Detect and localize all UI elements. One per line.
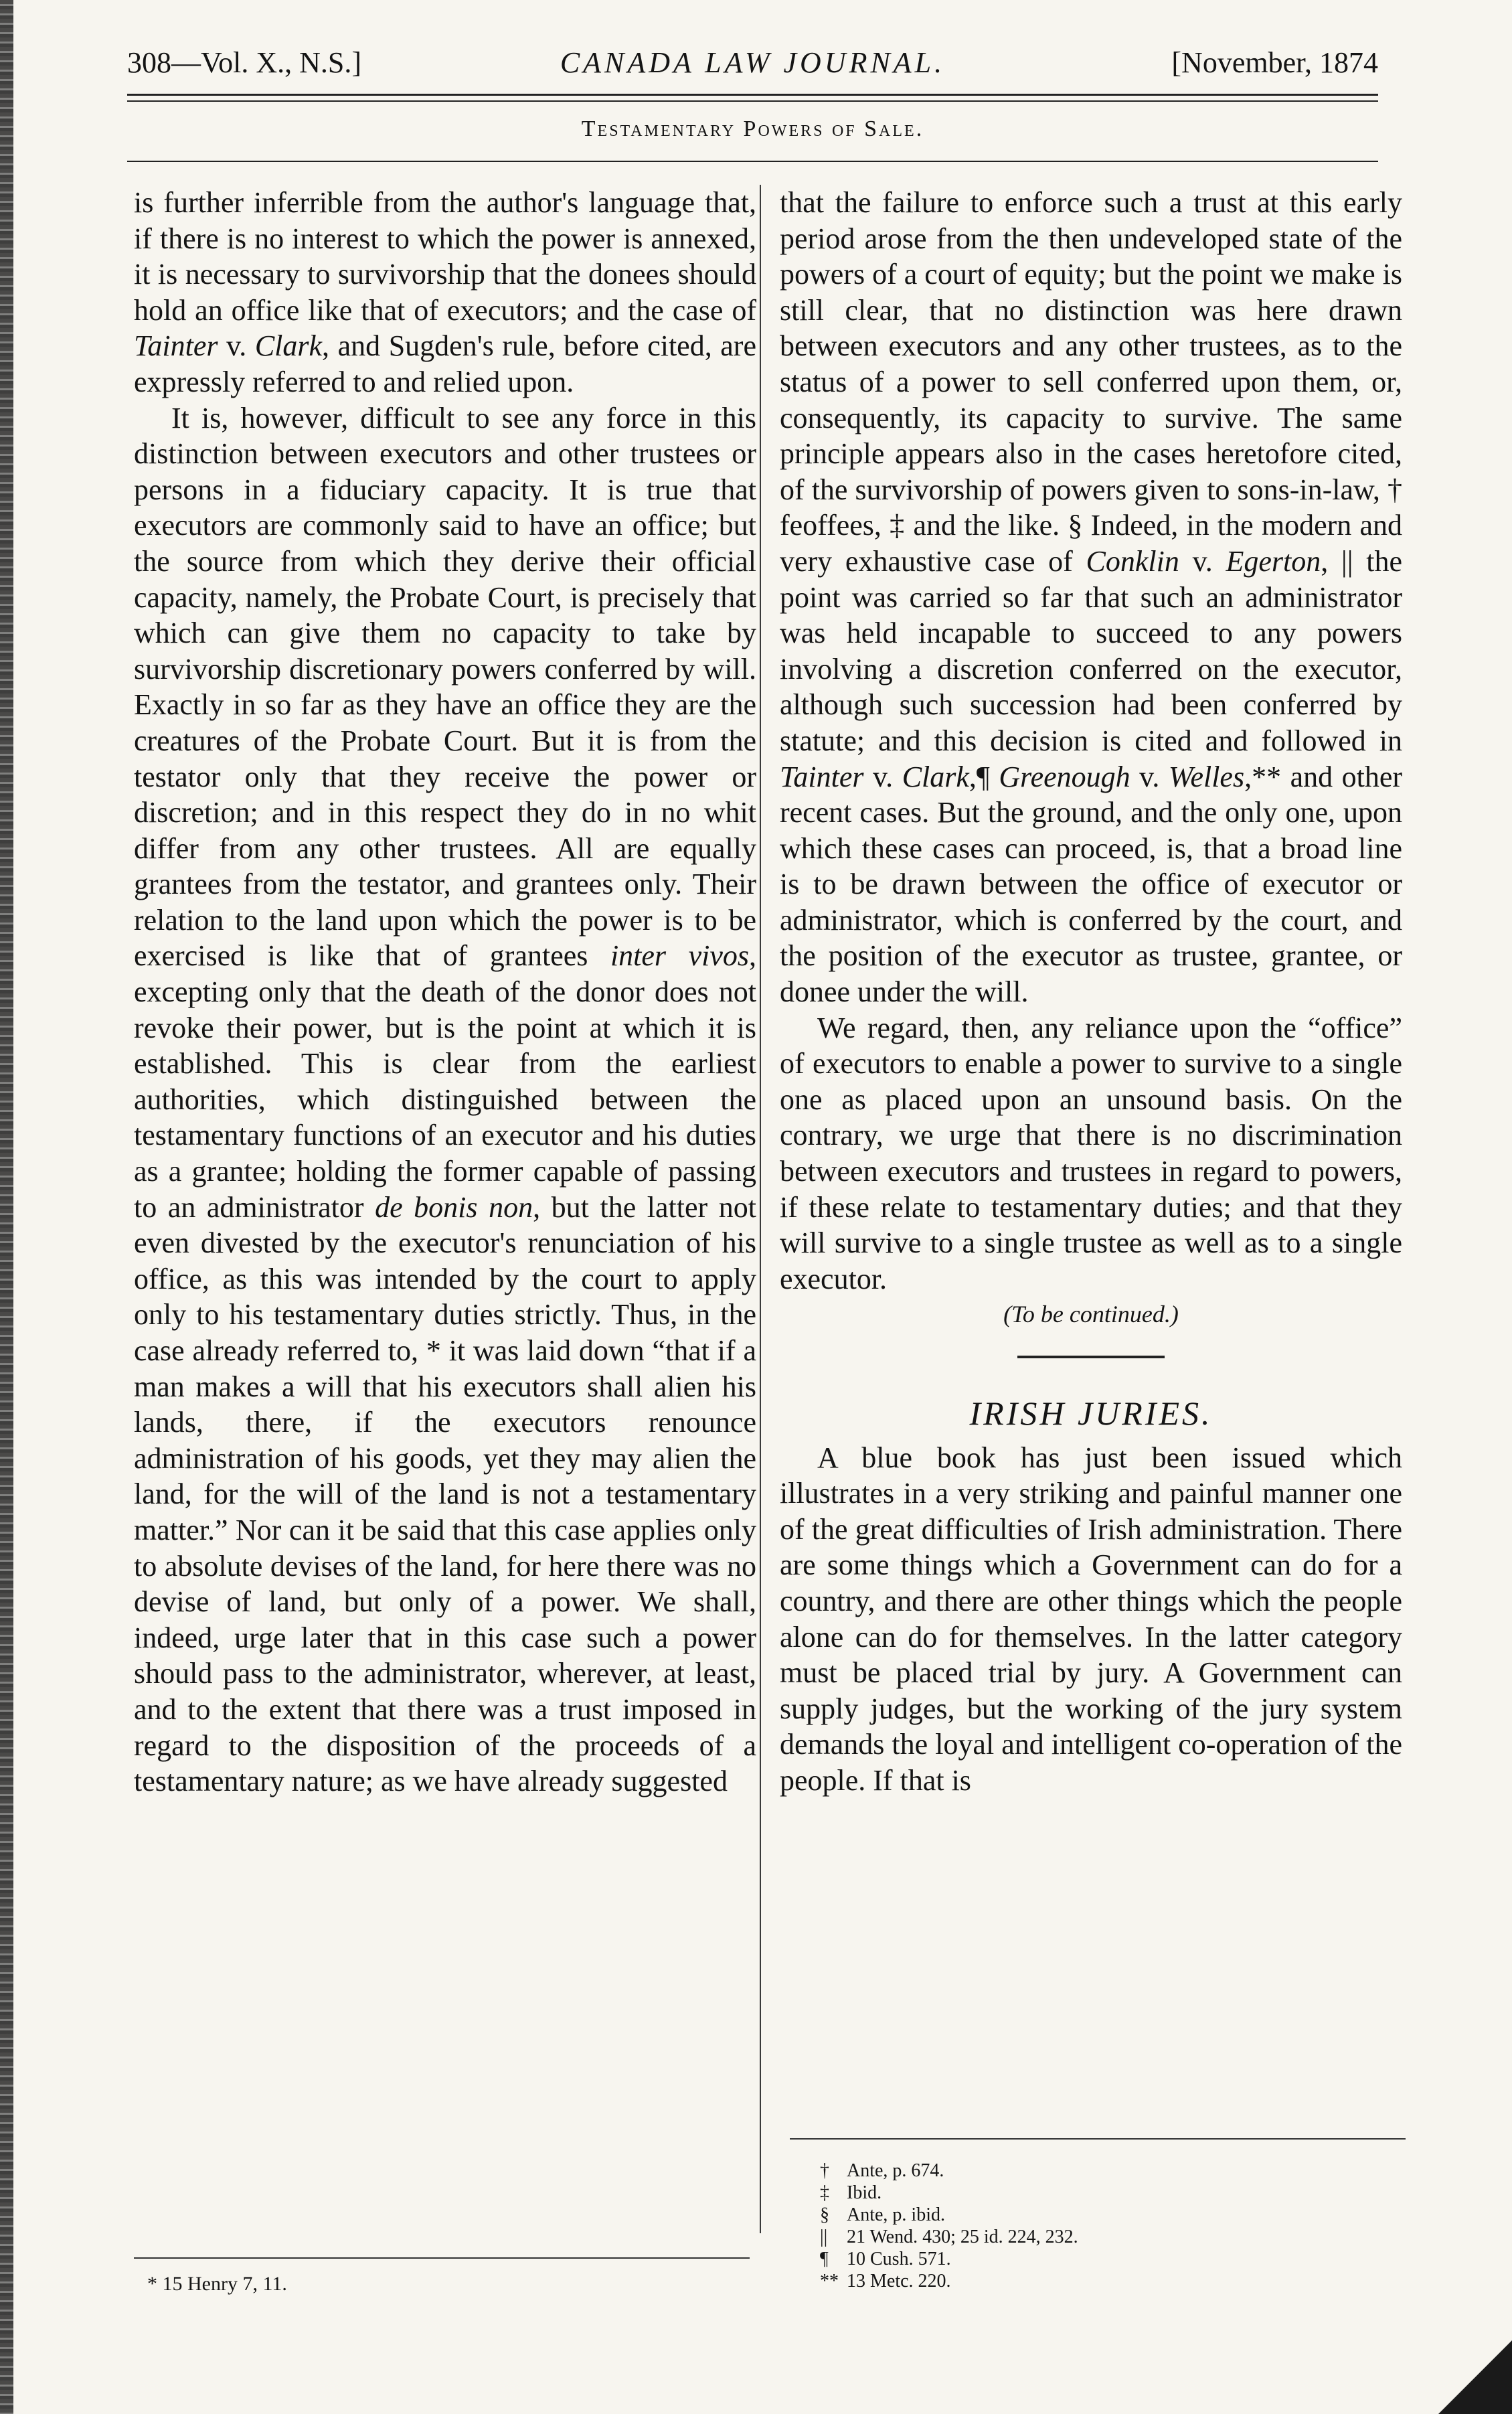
footnote-text: Ante, p. 674. [847,2160,944,2181]
right-paragraph-3: A blue book has just been issued which illustrates in a very striking and painful manner one of the great difficulties of Irish administration. There are some things which a Government can do for a country, and there are other things which the people alone can do for themselves. In the latter category must be placed trial by jury. A Government can supply judges, but the working of the jury system demands the loyal and intelligent co-operation of the people. If that is [780,1441,1402,1797]
latin-phrase: inter vivos [610,939,749,973]
right-column [780,185,1402,1799]
right-paragraph-2: We regard, then, any reliance upon the “office” of executors to enable a power to survive to a single one as placed upon an unsound basis. On the contrary, we urge that there is no discrimination between executors and trustees in regard to powers, if these relate to testamentary duties; and that they will survive to a single trustee as well as to a single executor. [780,1011,1402,1295]
text-run: v. [863,760,902,793]
header-page-volume: 308—Vol. X., N.S.] [127,46,362,79]
header-journal-title: CANADA LAW JOURNAL. [560,46,946,79]
header-rule-bottom [127,100,1378,102]
section-title: IRISH JURIES. [969,1394,1213,1432]
text-run: , excepting only that the death of the donor does not revoke their power, but is the point at which it is established. This is clear from the earliest authorities, which distinguished between the testamentary functions of an executor and his duties as a grantee; holding the former capable of passing to an administrator [134,939,756,1224]
text-run: , || the point was carried so far that such an administrator was held incapable to succeed to any powers involving a discretion conferred on the executor, although such succession had been conferred by statute; and this decision is cited and followed in [780,544,1402,757]
footnote-mark: § [820,2204,829,2225]
text-run: , but the latter not even divested by the executor's renunciation of his office, as this was intended by the court to apply only to his testamentary duties strictly. Thus, in the case already referred to, * it was laid down “that if a man makes a will that his executors shall alien his lands, there, if the executors renounce administration of his goods, yet they may alien the land, for the will of the land is not a testamentary matter.” Nor can it be said that this case applies only to absolute devises of the land, for here there was no devise of land, but only of a power. We shall, indeed, urge later that in this case such a power should pass to the administrator, wherever, at least, and to the extent that there was a trust imposed in regard to the disposition of the proceeds of a testamentary nature; as we have already suggested [134,1190,756,1798]
case-name: Clark [254,329,323,363]
footnote [820,2160,1078,2182]
left-column [134,185,756,1799]
footnote-text: 10 Cush. 571. [847,2249,951,2269]
text-run: that the failure to enforce such a trust at this early period arose from the then undeveloped state of the powers of a court of equity; but the point we make is still clear, that no distinction was here drawn between executors and any other trustees, as to the status of a power to sell conferred upon them, or, consequently, its capacity to survive. The same principle appears also in the cases heretofore cited, of the survivorship of powers given to sons-in-law, † feoffees, ‡ and the like. § Indeed, in the modern and very exhaustive case of [780,186,1402,578]
footnote [820,2270,1078,2292]
footnotes-right [820,2160,1078,2292]
case-name: Welles [1168,760,1245,793]
right-paragraph-1 [780,185,1402,1010]
article-subhead: Testamentary Powers of Sale. [581,116,924,141]
footnote-mark: ** [820,2271,839,2291]
text-run: v. [1130,760,1169,793]
footnote-mark: † [820,2160,829,2181]
footnote-text: 13 Metc. 220. [847,2271,951,2291]
left-paragraph-1 [134,185,756,400]
text-run: is further inferrible from the author's language that, if there is no interest to which the power is annexed, it is necessary to survivorship that the donees should hold an office like that of executors; and the case of [134,186,756,327]
text-run: It is, however, difficult to see any force in this distinction between executors and other trustees or persons in a fiduciary capacity. It is true that executors are commonly said to have an office; but the source from which they derive their official capacity, namely, the Probate Court, is precisely that which can give them no capacity to take by survivorship discretionary powers conferred by will. Exactly in so far as they have an office they are the creatures of the Probate Court. But it is from the testator only that they receive the power or discretion; and in this respect they do in no whit differ from any other trustees. All are equally grantees from the testator, and grantees only. Their relation to the land upon which the power is to be exercised is like that of grantees [134,401,756,973]
footnote-mark: || [820,2227,828,2247]
footnote-mark: * [147,2273,157,2295]
case-name: Tainter [134,329,218,363]
text-run: , and Sugden's rule, before cited, are expressly referred to and relied upon. [134,329,756,398]
column-separator [760,185,761,2233]
footnote [820,2182,1078,2204]
case-name: Conklin [1086,544,1179,578]
scan-corner-shadow [1438,2340,1512,2414]
footnote [147,2273,287,2296]
footnote-text: Ibid. [847,2182,882,2203]
footnote-rule-left [134,2257,750,2259]
text-run: ,¶ [969,760,999,793]
footnote [820,2226,1078,2248]
scan-binding-edge [0,0,13,2414]
case-name: Tainter [780,760,864,793]
footnote-text: Ante, p. ibid. [847,2204,945,2225]
footnote-rule-right [790,2138,1406,2140]
footnote-mark: ¶ [820,2249,829,2269]
footnote-text: 21 Wend. 430; 25 id. 224, 232. [847,2227,1078,2247]
header-date: [November, 1874 [1171,46,1378,79]
subhead-rule [127,161,1378,162]
left-paragraph-2 [134,400,756,1799]
footnote [820,2204,1078,2226]
footnote-mark: ‡ [820,2182,829,2203]
text-run: v. [218,329,255,363]
to-be-continued: (To be continued.) [1003,1301,1179,1328]
section-divider [1017,1356,1165,1358]
text-run: ,** and other recent cases. But the ground, and the only one, upon which these cases can proceed, is, that a broad line is to be drawn between the office of executor or administrator, which is conferred by the court, and the position of the executor as trustee, grantee, or donee under the will. [780,760,1403,1009]
text-run: v. [1179,544,1226,578]
latin-phrase: de bonis non [375,1190,533,1224]
case-name: Egerton [1226,544,1321,578]
footnote [820,2248,1078,2270]
footnote-text: 15 Henry 7, 11. [162,2273,287,2295]
header-rule-top [127,94,1378,96]
running-header [127,40,1378,80]
case-name: Greenough [999,760,1130,793]
footnotes-left [147,2273,287,2296]
case-name: Clark [902,760,969,793]
